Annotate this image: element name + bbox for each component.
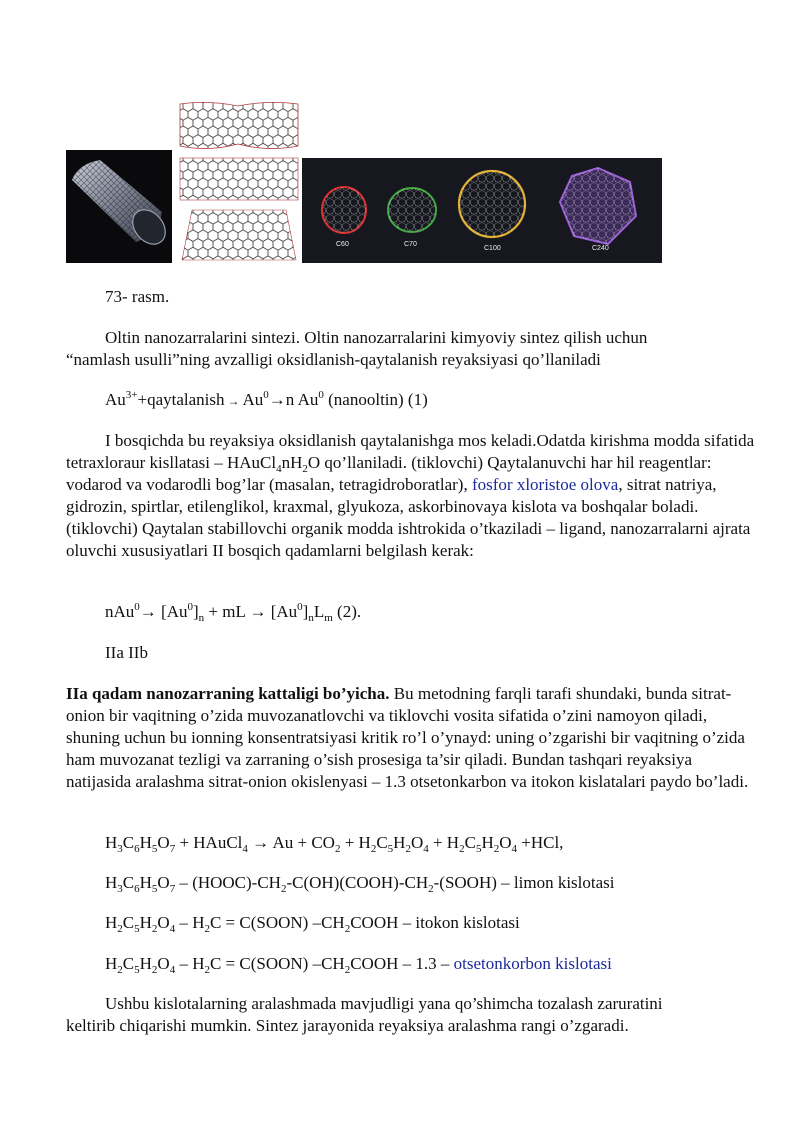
link-fosfor-xloristoe-olova[interactable]: fosfor xloristoe olova — [471, 475, 619, 494]
equation-3: $H_3C_6H_5O_7$ + HAuCl$_4$ → $Au + CO_2 + H_2C_5H_2O_4 + H_2C_5H_2O_4 +HCl$, — [105, 833, 564, 855]
label-c70: C70 — [404, 241, 417, 248]
figure-caption: 73- rasm. — [105, 287, 170, 306]
figure-73 — [66, 100, 662, 263]
fullerene-icon — [302, 158, 662, 263]
equation-2: $nAu^0\to [Au^0]_n$ + mL → $[Au^0]_nL_m$ (2). — [105, 601, 362, 624]
label-c100: C100 — [484, 245, 501, 252]
paragraph-3-heading: IIa qadam nanozarraning kattaligi bo’yicha. — [66, 684, 390, 703]
graphene-sheet-icon — [178, 100, 300, 263]
fullerenes-image — [302, 158, 662, 263]
paragraph-3: IIa qadam nanozarraning kattaligi bo’yicha. Bu metodning farqli tarafi shundaki, bunda sitrat-onion bir vaqitning o’zida muvozanatlovchi va tiklovchi vosita sifatida o’zini namoyon qiladi, shuning uchun bu ionning konsentratsiyasi kritik ro’l o’ynayd: uning o’zgarishi bir vaqitning o’zida ham muvozanat tezligi va zarraning o’sish prosesiga ta’sir qiladi. Bundan tashqari reyaksiya natijasida aralashma sitrat-onion okislenyasi – 1.3 otsetonkarbon va itokon kislatalari paydo bo’ladi. — [66, 684, 749, 791]
equation-5: $H_2C_5H_2O_4 - H_2C$ = C(SOON) $-CH_2COOH$ – itokon kislotasi — [105, 913, 520, 935]
equation-4: $H_3C_6H_5O_7$ – $(HOOC)-CH_2-C(OH)(COOH)-CH_2-(SOOH)$ – limon kislotasi — [105, 873, 615, 895]
carbon-nanotube-icon — [66, 150, 172, 263]
link-otsetonkorbon-kislotasi[interactable]: otsetonkorbon kislotasi — [453, 954, 612, 973]
paragraph-4-line-2: keltirib chiqarishi mumkin. Sintez jarayonida reyaksiya aralashma rangi o’zgaradi. — [66, 1016, 629, 1035]
label-c60: C60 — [336, 241, 349, 248]
paragraph-1-line-2: “namlash usulli”ning avzalligi oksidlanish-qaytalanish reyaksiyasi qo’llaniladi — [66, 350, 601, 369]
steps-label: IIa IIb — [105, 643, 148, 662]
equation-6: $H_2C_5H_2O_4 - H_2C$ = C(SOON) $-CH_2COOH - 1.3$ – otsetonkorbon kislotasi — [105, 954, 612, 976]
graphene-sheets-image — [178, 100, 300, 263]
paragraph-4-line-1: Ushbu kislotalarning aralashmada mavjudligi yana qo’shimcha tozalash zaruratini — [105, 994, 663, 1013]
carbon-nanotube-image — [66, 150, 172, 263]
paragraph-2: I bosqichda bu reyaksiya oksidlanish qaytalanishga mos keladi.Odatda kirishma modda sifatida tetraxloraur kisllatasi – $HAuCl_4nH_2O$ qo’llaniladi. (tiklovchi) Qaytalanuvchi har hil reagentlar: vodarod va vodarodli bog’lar (masalan, tetragidroboratlar), fosfor xloristoe olova, sitrat natriya, gidrozin, spirtlar, etilenglikol, kraxmal, glyukoza, askorbinovaya kislota va boshqalar boladi.(tiklovchi) Qaytalan stabillovchi organik modda ishtrokida o’tkaziladi – ligand, nanozarralarni ajrata oluvchi xususiyatlari II bosqich qadamlarni belgilash kerak: — [66, 431, 755, 560]
paragraph-1-line-1: Oltin nanozarralarini sintezi. Oltin nanozarralarini kimyoviy sintez qilish uchun — [105, 328, 648, 347]
equation-1: $Au^{3+}+qaytalanish \to Au^0\to n$ Au$^0$ (nanooltin) (1) — [105, 389, 428, 409]
label-c240: C240 — [592, 245, 609, 252]
